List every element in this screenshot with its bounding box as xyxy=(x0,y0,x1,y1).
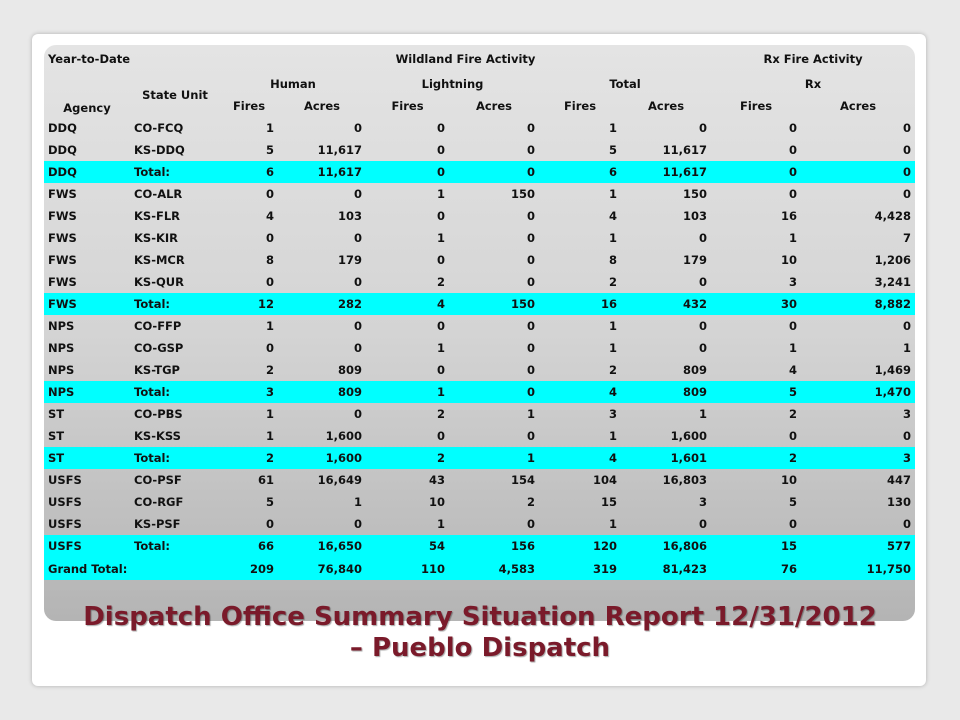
table-row xyxy=(44,227,915,249)
unit-cell: KS-KSS xyxy=(134,429,181,443)
fire-activity-table xyxy=(44,45,915,580)
lightning-acres-cell: 2 xyxy=(526,495,535,509)
total-fires-cell: 1 xyxy=(608,187,617,201)
lightning-fires-cell: 0 xyxy=(436,253,445,267)
table-row xyxy=(44,381,915,403)
grand-total-rx-fires: 76 xyxy=(711,557,801,580)
unit-cell: KS-FLR xyxy=(134,209,181,223)
lightning-acres-cell: 0 xyxy=(526,363,535,377)
rx-fires-cell: 1 xyxy=(789,231,798,245)
total-fires-cell: 4 xyxy=(608,209,617,223)
human-acres-cell: 16,649 xyxy=(317,473,362,487)
lightning-fires-cell: 1 xyxy=(436,517,445,531)
total-fires-cell: 1 xyxy=(608,319,617,333)
total-fires-cell: 5 xyxy=(608,143,617,157)
rx-fires-cell: 16 xyxy=(781,209,798,223)
agency-cell: NPS xyxy=(44,381,130,403)
human-acres-cell: 179 xyxy=(337,253,362,267)
rx-acres-cell: 0 xyxy=(903,143,912,157)
slide-title xyxy=(40,602,920,664)
table-row xyxy=(44,205,915,227)
unit-cell: CO-PBS xyxy=(134,407,183,421)
total-fires-cell: 1 xyxy=(608,231,617,245)
unit-cell: Total: xyxy=(130,381,220,403)
human-acres-cell: 1,600 xyxy=(278,447,366,469)
unit-cell: KS-TGP xyxy=(134,363,180,377)
total-acres-cell: 809 xyxy=(683,363,708,377)
total-fires-cell: 2 xyxy=(608,363,617,377)
human-acres-header: Acres xyxy=(303,99,341,113)
total-fires-cell: 120 xyxy=(539,535,621,557)
total-acres-cell: 103 xyxy=(683,209,708,223)
human-acres-cell: 809 xyxy=(278,381,366,403)
rx-fires-cell: 0 xyxy=(789,319,798,333)
agency-cell: FWS xyxy=(48,275,77,289)
table-row xyxy=(44,425,915,447)
table-row xyxy=(44,535,915,557)
lightning-fires-cell: 0 xyxy=(436,319,445,333)
agency-cell: ST xyxy=(48,407,65,421)
human-fires-header: Fires xyxy=(232,99,266,113)
human-acres-cell: 11,617 xyxy=(317,143,362,157)
lightning-acres-cell: 0 xyxy=(526,231,535,245)
rx-fires-cell: 0 xyxy=(789,121,798,135)
total-acres-cell: 0 xyxy=(699,275,708,289)
agency-cell: FWS xyxy=(44,293,130,315)
rx-fires-cell: 5 xyxy=(711,381,801,403)
human-acres-cell: 16,650 xyxy=(278,535,366,557)
grand-total-lightning-fires: 110 xyxy=(366,557,449,580)
agency-cell: DDQ xyxy=(48,143,77,157)
human-fires-cell: 2 xyxy=(220,447,278,469)
unit-cell: Total: xyxy=(130,293,220,315)
agency-cell: ST xyxy=(48,429,65,443)
table-row xyxy=(44,271,915,293)
human-acres-cell: 0 xyxy=(353,341,362,355)
total-acres-header: Acres xyxy=(648,99,685,113)
total-acres-cell: 1,600 xyxy=(670,429,708,443)
rx-fires-cell: 0 xyxy=(789,429,798,443)
year-to-date-label: Year-to-Date xyxy=(48,52,131,66)
rx-fires-cell: 0 xyxy=(789,187,798,201)
rx-acres-header: Acres xyxy=(840,99,877,113)
human-acres-cell: 1,600 xyxy=(325,429,362,443)
rx-fires-cell: 1 xyxy=(789,341,798,355)
total-fires-header: Fires xyxy=(563,99,597,113)
table-row xyxy=(44,491,915,513)
lightning-fires-cell: 4 xyxy=(366,293,449,315)
title-line-1: Dispatch Office Summary Situation Report 12/31/2012 xyxy=(83,602,877,632)
table-row xyxy=(44,293,915,315)
grand-total-lightning-acres: 4,583 xyxy=(449,557,539,580)
unit-cell: KS-KIR xyxy=(134,231,179,245)
lightning-acres-cell: 0 xyxy=(526,143,535,157)
lightning-fires-header: Fires xyxy=(391,99,424,113)
title-line-2: – Pueblo Dispatch xyxy=(349,633,611,663)
human-fires-cell: 5 xyxy=(265,495,274,509)
table-row xyxy=(44,161,915,183)
rx-acres-cell: 8,882 xyxy=(801,293,915,315)
total-acres-cell: 0 xyxy=(699,121,708,135)
lightning-acres-cell: 1 xyxy=(526,407,535,421)
human-fires-cell: 0 xyxy=(265,275,274,289)
human-fires-cell: 0 xyxy=(265,341,274,355)
lightning-fires-cell: 1 xyxy=(436,187,445,201)
table-row xyxy=(44,249,915,271)
rx-fires-cell: 5 xyxy=(789,495,798,509)
total-acres-cell: 150 xyxy=(683,187,708,201)
human-fires-cell: 5 xyxy=(265,143,274,157)
human-acres-cell: 11,617 xyxy=(278,161,366,183)
table-header xyxy=(44,45,915,117)
rx-acres-cell: 0 xyxy=(903,319,912,333)
rx-fires-cell: 10 xyxy=(781,253,798,267)
table-row xyxy=(44,183,915,205)
agency-cell: DDQ xyxy=(48,121,77,135)
agency-cell: FWS xyxy=(48,253,77,267)
lightning-fires-cell: 0 xyxy=(436,363,445,377)
lightning-acres-cell: 0 xyxy=(449,381,539,403)
total-fires-cell: 3 xyxy=(608,407,617,421)
lightning-fires-cell: 2 xyxy=(436,407,445,421)
unit-cell: Total: xyxy=(130,161,220,183)
lightning-fires-cell: 1 xyxy=(436,341,445,355)
total-fires-cell: 1 xyxy=(608,429,617,443)
human-fires-cell: 66 xyxy=(220,535,278,557)
human-acres-cell: 0 xyxy=(353,517,362,531)
human-fires-cell: 1 xyxy=(265,407,274,421)
agency-cell: FWS xyxy=(48,187,77,201)
lightning-acres-header: Acres xyxy=(475,99,513,113)
lightning-fires-cell: 1 xyxy=(436,231,445,245)
lightning-fires-cell: 0 xyxy=(366,161,449,183)
human-fires-cell: 12 xyxy=(220,293,278,315)
rx-acres-cell: 4,428 xyxy=(874,209,912,223)
state-unit-header: State Unit xyxy=(142,87,208,102)
human-fires-cell: 3 xyxy=(220,381,278,403)
rx-acres-cell: 7 xyxy=(903,231,912,245)
lightning-fires-cell: 2 xyxy=(436,275,445,289)
total-acres-cell: 809 xyxy=(621,381,711,403)
lightning-acres-cell: 0 xyxy=(526,275,535,289)
rx-acres-cell: 1,206 xyxy=(874,253,912,267)
total-acres-cell: 3 xyxy=(699,495,708,509)
agency-cell: USFS xyxy=(48,495,82,509)
human-acres-cell: 0 xyxy=(353,319,362,333)
agency-cell: USFS xyxy=(44,535,130,557)
lightning-fires-cell: 54 xyxy=(366,535,449,557)
table-row xyxy=(44,447,915,469)
human-acres-cell: 0 xyxy=(353,231,362,245)
human-acres-cell: 809 xyxy=(337,363,362,377)
table-row xyxy=(44,315,915,337)
human-fires-cell: 61 xyxy=(257,473,274,487)
table-panel xyxy=(44,45,915,621)
table-row xyxy=(44,117,915,139)
human-acres-cell: 0 xyxy=(353,121,362,135)
human-fires-cell: 0 xyxy=(265,231,274,245)
total-fires-cell: 1 xyxy=(608,121,617,135)
unit-cell: CO-PSF xyxy=(134,473,182,487)
total-acres-cell: 16,806 xyxy=(621,535,711,557)
rx-fires-cell: 10 xyxy=(781,473,798,487)
total-fires-cell: 16 xyxy=(539,293,621,315)
grand-total-human-acres: 76,840 xyxy=(278,557,366,580)
lightning-header: Lightning xyxy=(421,77,484,91)
rx-acres-cell: 0 xyxy=(903,121,912,135)
human-acres-cell: 0 xyxy=(353,275,362,289)
agency-cell: USFS xyxy=(48,517,82,531)
lightning-acres-cell: 0 xyxy=(526,209,535,223)
rx-acres-cell: 577 xyxy=(801,535,915,557)
total-acres-cell: 11,617 xyxy=(662,143,708,157)
rx-fires-cell: 0 xyxy=(789,143,798,157)
rx-fires-cell: 30 xyxy=(711,293,801,315)
total-fires-cell: 1 xyxy=(608,341,617,355)
human-fires-cell: 1 xyxy=(265,319,274,333)
lightning-fires-cell: 0 xyxy=(436,121,445,135)
agency-cell: NPS xyxy=(48,319,75,333)
lightning-fires-cell: 0 xyxy=(436,209,445,223)
agency-cell: FWS xyxy=(48,209,77,223)
lightning-acres-cell: 150 xyxy=(449,293,539,315)
grand-total-row xyxy=(44,557,915,580)
rx-acres-cell: 447 xyxy=(887,473,912,487)
total-acres-cell: 1 xyxy=(699,407,708,421)
rx-acres-cell: 0 xyxy=(801,161,915,183)
rx-acres-cell: 1 xyxy=(903,341,912,355)
total-acres-cell: 11,617 xyxy=(621,161,711,183)
total-header: Total xyxy=(609,77,641,91)
unit-cell: KS-PSF xyxy=(134,517,181,531)
unit-cell: KS-MCR xyxy=(134,253,185,267)
unit-cell: CO-FFP xyxy=(134,319,182,333)
human-fires-cell: 8 xyxy=(265,253,274,267)
unit-cell: KS-QUR xyxy=(134,275,184,289)
human-acres-cell: 0 xyxy=(353,187,362,201)
rx-fires-cell: 0 xyxy=(789,517,798,531)
unit-cell: CO-RGF xyxy=(134,495,184,509)
rx-fires-header: Fires xyxy=(739,99,773,113)
rx-fires-cell: 2 xyxy=(711,447,801,469)
total-acres-cell: 0 xyxy=(699,341,708,355)
rx-acres-cell: 1,469 xyxy=(874,363,912,377)
rx-acres-cell: 3 xyxy=(801,447,915,469)
human-fires-cell: 1 xyxy=(265,121,274,135)
total-fires-cell: 1 xyxy=(608,517,617,531)
lightning-fires-cell: 10 xyxy=(428,495,445,509)
rx-fires-cell: 0 xyxy=(711,161,801,183)
lightning-fires-cell: 0 xyxy=(436,429,445,443)
human-acres-cell: 103 xyxy=(337,209,362,223)
total-fires-cell: 15 xyxy=(600,495,617,509)
table-row xyxy=(44,359,915,381)
lightning-acres-cell: 0 xyxy=(526,429,535,443)
human-fires-cell: 6 xyxy=(220,161,278,183)
human-fires-cell: 0 xyxy=(265,517,274,531)
agency-header: Agency xyxy=(63,101,111,115)
table-row xyxy=(44,337,915,359)
human-fires-cell: 4 xyxy=(265,209,274,223)
total-acres-cell: 0 xyxy=(699,319,708,333)
rx-activity-header: Rx Fire Activity xyxy=(763,52,863,66)
human-acres-cell: 282 xyxy=(278,293,366,315)
total-acres-cell: 179 xyxy=(683,253,708,267)
rx-acres-cell: 1,470 xyxy=(801,381,915,403)
table-row xyxy=(44,403,915,425)
grand-total-human-fires: 209 xyxy=(220,557,278,580)
lightning-acres-cell: 0 xyxy=(526,319,535,333)
agency-cell: ST xyxy=(44,447,130,469)
lightning-fires-cell: 43 xyxy=(428,473,445,487)
grand-total-total-fires: 319 xyxy=(539,557,621,580)
grand-total-rx-acres: 11,750 xyxy=(801,557,915,580)
human-fires-cell: 2 xyxy=(265,363,274,377)
rx-header: Rx xyxy=(804,77,822,91)
rx-acres-cell: 3,241 xyxy=(874,275,912,289)
unit-cell: KS-DDQ xyxy=(134,143,185,157)
lightning-acres-cell: 0 xyxy=(449,161,539,183)
human-header: Human xyxy=(270,77,316,91)
agency-cell: NPS xyxy=(48,341,75,355)
table-row xyxy=(44,513,915,535)
table-row xyxy=(44,139,915,161)
human-acres-cell: 1 xyxy=(353,495,362,509)
grand-total-total-acres: 81,423 xyxy=(621,557,711,580)
lightning-acres-cell: 1 xyxy=(449,447,539,469)
agency-cell: DDQ xyxy=(44,161,130,183)
lightning-acres-cell: 154 xyxy=(510,473,535,487)
grand-total-label: Grand Total: xyxy=(44,557,220,580)
total-acres-cell: 432 xyxy=(621,293,711,315)
agency-cell: NPS xyxy=(48,363,75,377)
human-acres-cell: 0 xyxy=(353,407,362,421)
lightning-acres-cell: 0 xyxy=(526,253,535,267)
rx-acres-cell: 0 xyxy=(903,429,912,443)
total-fires-cell: 4 xyxy=(539,381,621,403)
total-acres-cell: 0 xyxy=(699,517,708,531)
total-fires-cell: 104 xyxy=(592,473,617,487)
total-acres-cell: 1,601 xyxy=(621,447,711,469)
table-row xyxy=(44,469,915,491)
rx-acres-cell: 0 xyxy=(903,517,912,531)
rx-fires-cell: 15 xyxy=(711,535,801,557)
rx-acres-cell: 3 xyxy=(903,407,912,421)
lightning-fires-cell: 0 xyxy=(436,143,445,157)
human-fires-cell: 0 xyxy=(265,187,274,201)
table-body xyxy=(44,117,915,580)
total-acres-cell: 0 xyxy=(699,231,708,245)
unit-cell: CO-ALR xyxy=(134,187,183,201)
rx-acres-cell: 130 xyxy=(887,495,912,509)
total-fires-cell: 8 xyxy=(608,253,617,267)
wildland-header: Wildland Fire Activity xyxy=(395,52,536,66)
rx-fires-cell: 3 xyxy=(789,275,798,289)
agency-cell: FWS xyxy=(48,231,77,245)
human-fires-cell: 1 xyxy=(265,429,274,443)
rx-fires-cell: 2 xyxy=(789,407,798,421)
lightning-fires-cell: 2 xyxy=(366,447,449,469)
rx-fires-cell: 4 xyxy=(789,363,798,377)
lightning-acres-cell: 150 xyxy=(510,187,535,201)
agency-cell: USFS xyxy=(48,473,82,487)
lightning-acres-cell: 156 xyxy=(449,535,539,557)
unit-cell: Total: xyxy=(130,535,220,557)
unit-cell: CO-GSP xyxy=(134,341,184,355)
total-fires-cell: 2 xyxy=(608,275,617,289)
total-fires-cell: 6 xyxy=(539,161,621,183)
unit-cell: Total: xyxy=(130,447,220,469)
lightning-acres-cell: 0 xyxy=(526,517,535,531)
total-acres-cell: 16,803 xyxy=(662,473,708,487)
lightning-fires-cell: 1 xyxy=(366,381,449,403)
lightning-acres-cell: 0 xyxy=(526,121,535,135)
unit-cell: CO-FCQ xyxy=(134,121,184,135)
total-fires-cell: 4 xyxy=(539,447,621,469)
rx-acres-cell: 0 xyxy=(903,187,912,201)
lightning-acres-cell: 0 xyxy=(526,341,535,355)
